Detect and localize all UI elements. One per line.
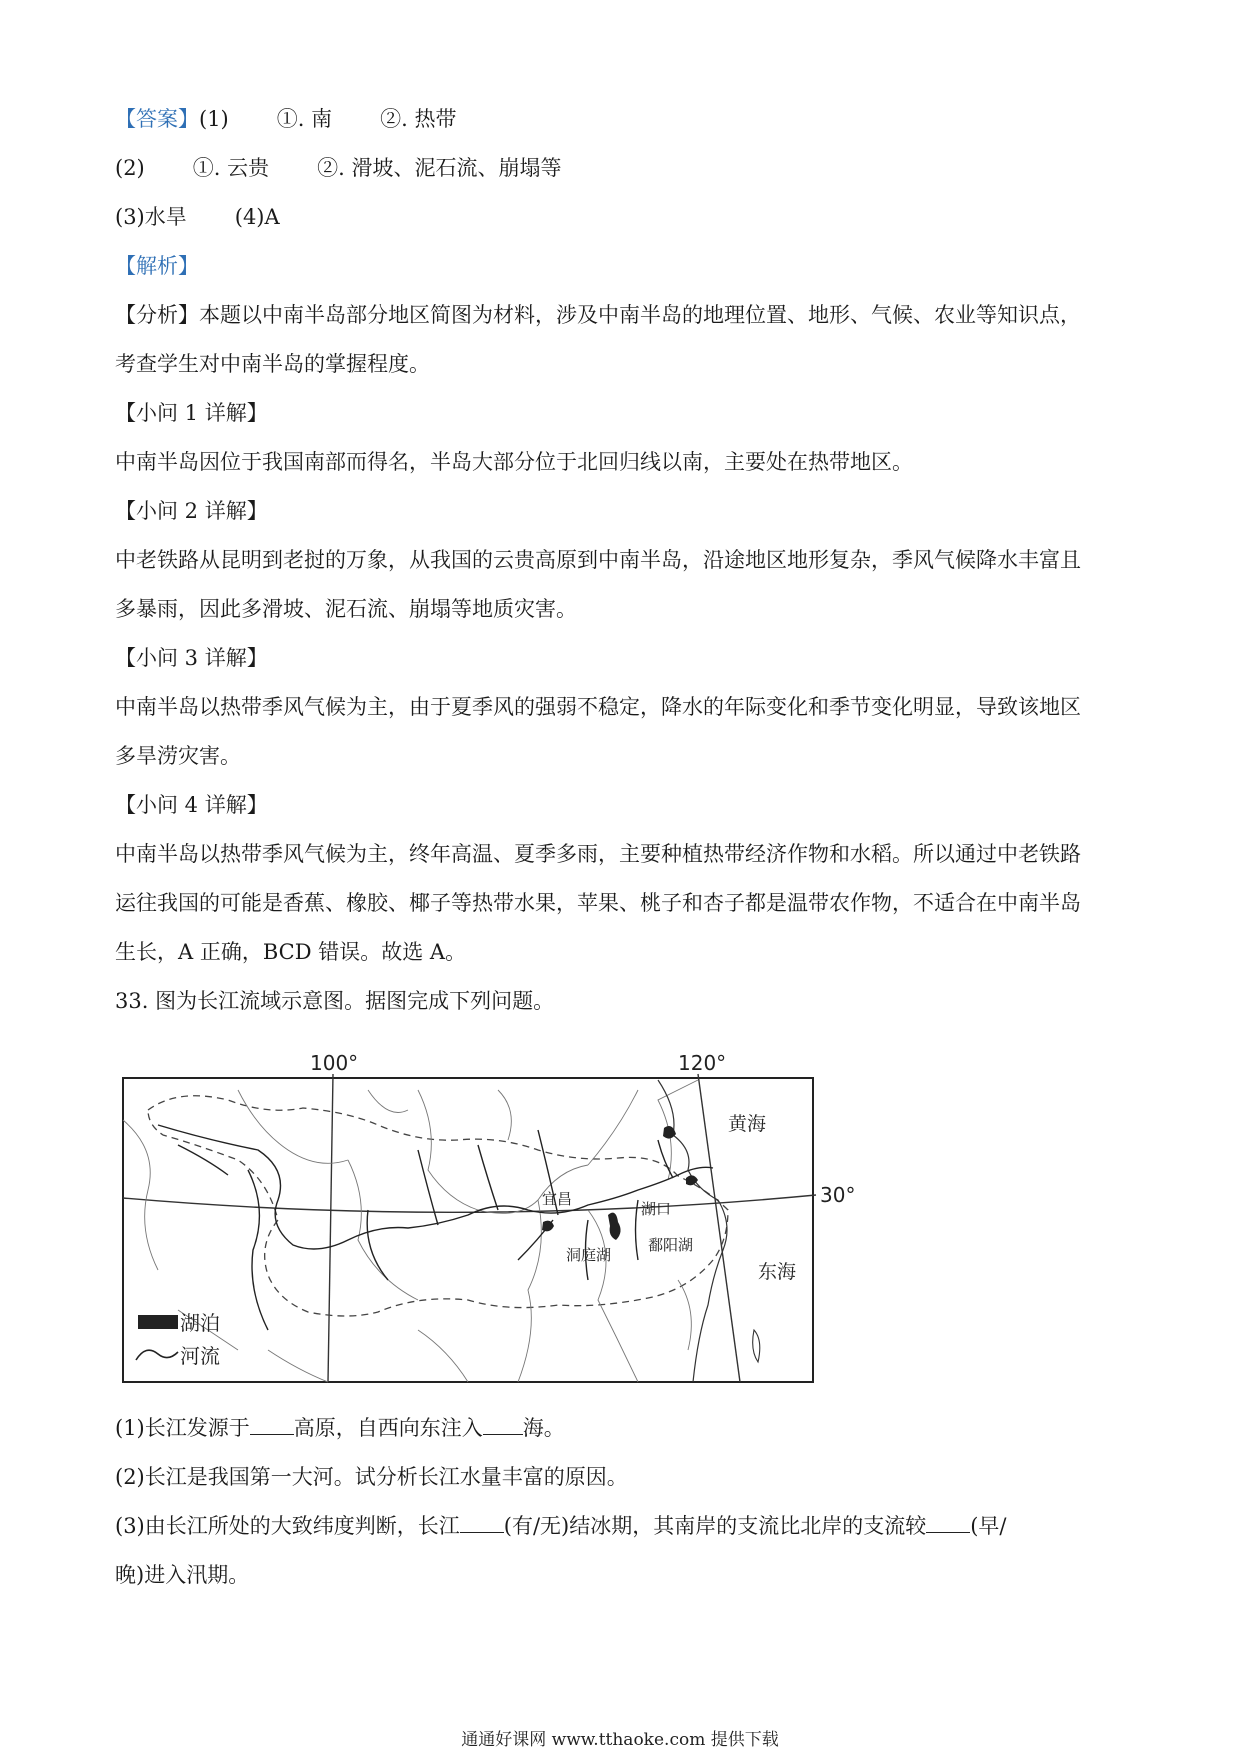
poyang-label: 鄱阳湖 xyxy=(648,1236,694,1254)
legend-lake-label: 湖泊 xyxy=(180,1311,220,1335)
answer-blank xyxy=(250,1414,294,1435)
answer-line-3 xyxy=(115,202,1125,232)
legend-river-swatch xyxy=(136,1350,178,1360)
detail-4-text-2: 运往我国的可能是香蕉、橡胶、椰子等热带水果，苹果、桃子和杏子都是温带农作物，不适合在中南半岛 xyxy=(115,891,1081,915)
answer-blank xyxy=(460,1512,504,1533)
detail-1-text: 中南半岛因位于我国南部而得名，半岛大部分位于北回归线以南，主要处在热带地区。 xyxy=(115,450,913,474)
answer-label: 【答案】 xyxy=(115,107,199,131)
answer-q1-a: ①. 南 xyxy=(276,107,333,131)
detail-2-text-1: 中老铁路从昆明到老挝的万象，从我国的云贵高原到中南半岛，沿途地区地形复杂，季风气候降水丰富且 xyxy=(115,548,1081,572)
answer-q2-b: ②. 滑坡、泥石流、崩塌等 xyxy=(317,156,562,180)
q33-3-text-b: (有/无)结冰期，其南岸的支流比北岸的支流较 xyxy=(503,1514,927,1538)
answer-q2-num: (2) xyxy=(115,156,145,180)
detail-3-heading: 【小问 3 详解】 xyxy=(115,646,268,670)
lon-120-label: 120° xyxy=(678,1051,727,1075)
analysis-label: 【解析】 xyxy=(115,254,199,278)
detail-4-text-1: 中南半岛以热带季风气候为主，终年高温、夏季多雨，主要种植热带经济作物和水稻。所以通过中老铁路 xyxy=(115,842,1081,866)
coastline xyxy=(658,1080,727,1382)
yichang-label: 宜昌 xyxy=(542,1190,573,1208)
yangtze-basin-map xyxy=(118,1050,856,1385)
huanghai-label: 黄海 xyxy=(728,1113,767,1135)
page-footer: 通通好课网 www.tthaoke.com 提供下载 xyxy=(461,1730,779,1750)
lon-100-label: 100° xyxy=(310,1051,359,1075)
question-33-part-1 xyxy=(115,1413,1125,1443)
detail-4-heading: 【小问 4 详解】 xyxy=(115,793,268,817)
detail-2-text-2: 多暴雨，因此多滑坡、泥石流、崩塌等地质灾害。 xyxy=(115,597,577,621)
legend-river-label: 河流 xyxy=(180,1344,220,1368)
answer-q1-b: ②. 热带 xyxy=(380,107,457,131)
lat-30-label: 30° xyxy=(820,1183,856,1207)
answer-q3: (3)水旱 xyxy=(115,205,187,229)
answer-q4: (4)A xyxy=(234,205,280,229)
taiwan-island xyxy=(753,1330,760,1362)
question-33-title: 33. 图为长江流域示意图。据图完成下列问题。 xyxy=(115,989,555,1013)
taihu-lake-shape xyxy=(686,1175,698,1185)
detail-1-heading: 【小问 1 详解】 xyxy=(115,401,268,425)
analysis-intro-1: 【分析】本题以中南半岛部分地区简图为材料，涉及中南半岛的地理位置、地形、气候、农业等知识点， xyxy=(115,303,1081,327)
hukou-label: 湖口 xyxy=(641,1200,672,1218)
dongting-label: 洞庭湖 xyxy=(566,1246,612,1264)
question-33-part-2: (2)长江是我国第一大河。试分析长江水量丰富的原因。 xyxy=(115,1465,628,1489)
detail-2-heading: 【小问 2 详解】 xyxy=(115,499,268,523)
poyang-lake-shape xyxy=(608,1213,621,1240)
dongting-lake-shape xyxy=(542,1221,554,1232)
question-33-part-3 xyxy=(115,1511,1125,1541)
answer-blank xyxy=(926,1512,970,1533)
meridian-100 xyxy=(328,1074,333,1382)
detail-3-text-2: 多旱涝灾害。 xyxy=(115,744,241,768)
answer-q2-a: ①. 云贵 xyxy=(192,156,270,180)
parallel-30 xyxy=(123,1195,816,1212)
q33-3-text-a: (3)由长江所处的大致纬度判断，长江 xyxy=(115,1514,460,1538)
answer-q1-num: (1) xyxy=(199,107,229,131)
q33-1-text-b: 高原，自西向东注入 xyxy=(293,1416,483,1440)
q33-1-text-c: 海。 xyxy=(522,1416,565,1440)
detail-3-text-1: 中南半岛以热带季风气候为主，由于夏季风的强弱不稳定，降水的年际变化和季节变化明显，导致该地区 xyxy=(115,695,1081,719)
map-frame xyxy=(123,1078,813,1382)
yangtze-main xyxy=(158,1125,713,1249)
analysis-intro-2: 考查学生对中南半岛的掌握程度。 xyxy=(115,352,430,376)
question-33-part-3-cont: 晚)进入汛期。 xyxy=(115,1563,250,1587)
answer-line-2 xyxy=(115,153,1125,183)
legend-lake-swatch xyxy=(138,1315,178,1329)
lakes xyxy=(542,1126,698,1240)
q33-3-text-c: (早/ xyxy=(970,1514,1007,1538)
detail-4-text-3: 生长，A 正确，BCD 错误。故选 A。 xyxy=(115,940,467,964)
answer-blank xyxy=(483,1414,523,1435)
donghai-label: 东海 xyxy=(758,1261,797,1283)
answer-line-1 xyxy=(115,104,1125,134)
q33-1-text-a: (1)长江发源于 xyxy=(115,1416,250,1440)
